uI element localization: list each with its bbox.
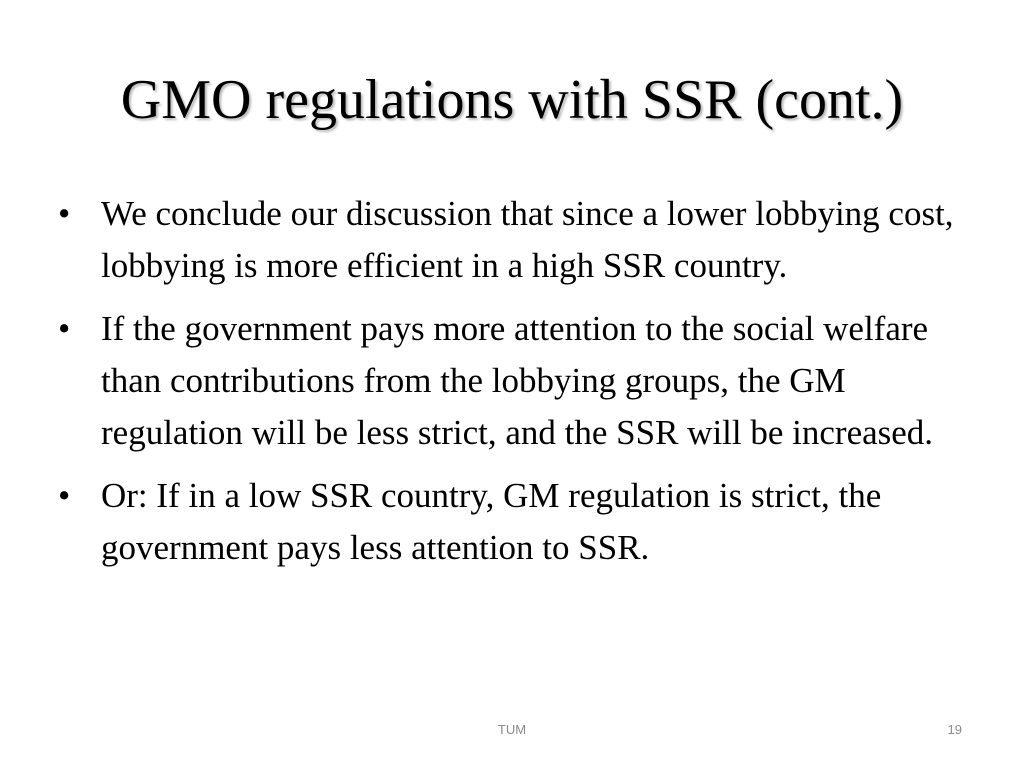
bullet-dot-icon: • [58,309,71,348]
footer-organization: TUM [497,722,527,737]
bullet-text: We conclude our discussion that since a lower lobbying cost, lobbying is more efficient in a high SSR country. [101,194,954,285]
bullet-dot-icon: • [58,476,71,515]
bullet-list [58,188,968,585]
bullet-item [58,470,968,574]
slide-page-number: 19 [947,722,962,737]
bullet-text: Or: If in a low SSR country, GM regulation is strict, the government pays less attention to SSR. [101,476,882,567]
bullet-dot-icon: • [58,194,71,233]
bullet-item [58,303,968,459]
bullet-text: If the government pays more attention to the social welfare than contributions from the lobbying groups, the GM regulation will be less strict, and the SSR will be increased. [101,309,934,452]
slide-title: GMO regulations with SSR (cont.) [120,69,904,131]
bullet-item [58,188,968,292]
